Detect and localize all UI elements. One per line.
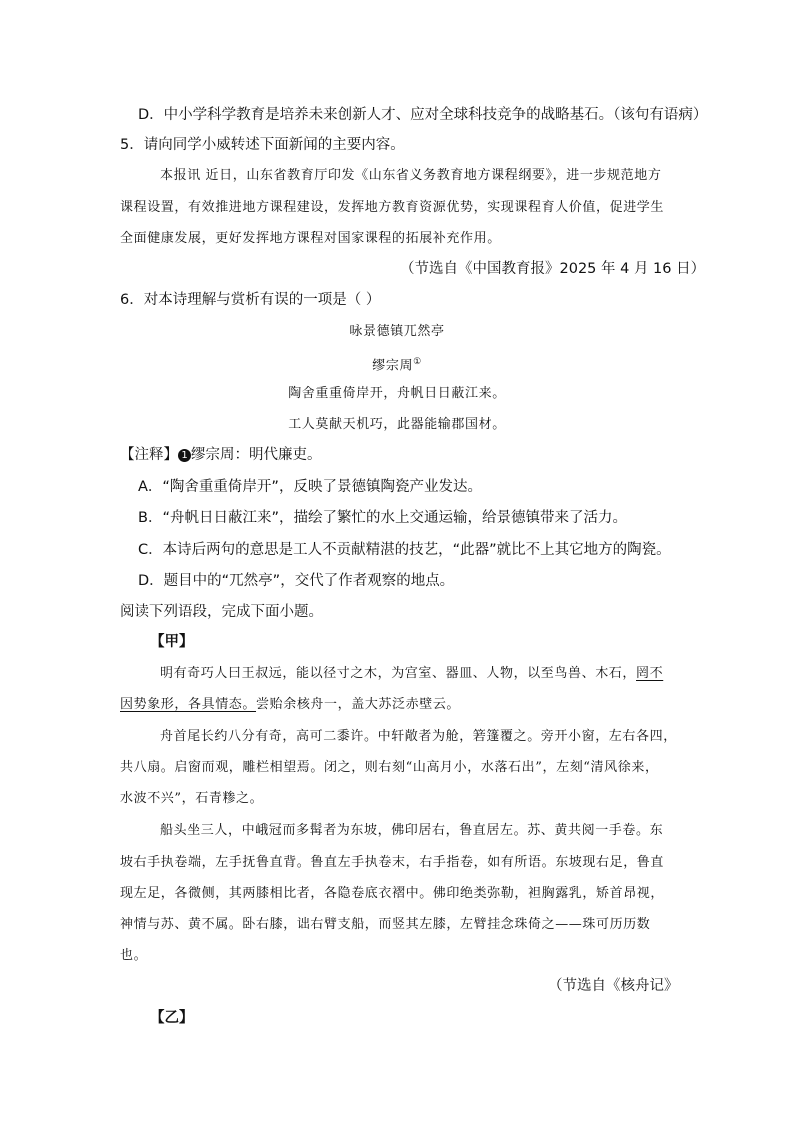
passage-p2-line-2: 共八扇。启窗而观，雕栏相望焉。闭之，则右刻“山高月小，水落石出”，左刻“清风徐来，	[120, 760, 659, 775]
passage-p1-line-1	[160, 664, 663, 684]
poem-author	[0, 352, 794, 376]
q5-source: （节选自《中国教育报》2025 年 4 月 16 日）	[400, 261, 706, 277]
reading-instruction: 阅读下列语段，完成下面小题。	[120, 604, 323, 620]
q6-option-c: C．本诗后两句的意思是工人不贡献精湛的技艺，“此器”就比不上其它地方的陶瓷。	[138, 542, 671, 558]
p1-underlined-start: 罔不	[636, 666, 664, 681]
p1-underlined-end: 因势象形，各具情态。	[120, 697, 257, 712]
q6-option-b: B．“舟帆日日蔽江来”，描绘了繁忙的水上交通运输，给景德镇带来了活力。	[138, 510, 627, 526]
passage-p3-line-4: 神情与苏、黄不属。卧右膝，诎右臂支船，而竖其左膝，左臂挂念珠倚之——珠可历历数	[120, 917, 651, 932]
poem-line-1: 陶舍重重倚岸开，舟帆日日蔽江来。	[288, 386, 506, 401]
poem-line-2: 工人莫献天机巧，此器能输郡国材。	[288, 417, 506, 432]
passage-p2-line-1: 舟首尾长约八分有奇，高可二黍许。中轩敞者为舱，箬篷覆之。旁开小窗，左右各四，	[160, 729, 677, 744]
q4-option-d: D．中小学科学教育是培养未来创新人才、应对全球科技竞争的战略基石。（该句有语病）	[138, 107, 708, 123]
poem-title: 咏景德镇兀然亭	[349, 324, 445, 339]
q5-news-line-3: 全面健康发展，更好发挥地方课程对国家课程的拓展补充作用。	[120, 231, 501, 246]
p1-line2-text: 尝贻余核舟一，盖大苏泛赤壁云。	[256, 697, 461, 712]
q5-news-line-1: 本报讯 近日，山东省教育厅印发《山东省义务教育地方课程纲要》，进一步规范地方	[160, 168, 662, 183]
passage-source: （节选自《核舟记》	[548, 978, 679, 994]
q6-option-a: A．“陶舍重重倚岸开”，反映了景德镇陶瓷产业发达。	[138, 479, 482, 495]
passage-p3-line-1: 船头坐三人，中峨冠而多髯者为东坡，佛印居右，鲁直居左。苏、黄共阅一手卷。东	[160, 823, 664, 838]
passage-p2-line-3: 水波不兴”，石青糁之。	[120, 791, 264, 806]
section-jia-label: 【甲】	[150, 634, 194, 650]
passage-p1-line-2	[120, 695, 460, 715]
note-label: 【注释】	[120, 447, 178, 463]
passage-p3-line-3: 现左足，各微侧，其两膝相比者，各隐卷底衣褶中。佛印绝类弥勒，袒胸露乳，矫首昂视，	[120, 886, 665, 901]
poet-name: 缪宗周	[372, 358, 414, 374]
poet-note-mark: ①	[413, 357, 422, 367]
q6-prompt: 6．对本诗理解与赏析有误的一项是（ ）	[120, 292, 381, 308]
q5-news-line-2: 课程设置，有效推进地方课程建设，发挥地方教育资源优势，实现课程育人价值，促进学生	[120, 200, 665, 215]
note-number: 1	[178, 449, 191, 462]
q5-prompt: 5．请向同学小威转述下面新闻的主要内容。	[120, 137, 405, 153]
passage-p3-line-2: 坡右手执卷端，左手抚鲁直背。鲁直左手执卷末，右手指卷，如有所语。东坡现右足，鲁直	[120, 855, 665, 870]
passage-p3-line-5: 也。	[120, 948, 148, 963]
section-yi-label: 【乙】	[150, 1010, 194, 1026]
poem-note	[120, 445, 322, 465]
note-text: 缪宗周：明代廉吏。	[191, 447, 322, 463]
q6-option-d: D．题目中的“兀然亭”，交代了作者观察的地点。	[138, 573, 455, 589]
p1-line1-text: 明有奇巧人曰王叔远，能以径寸之木，为宫室、器皿、人物，以至鸟兽、木石，	[160, 666, 637, 681]
